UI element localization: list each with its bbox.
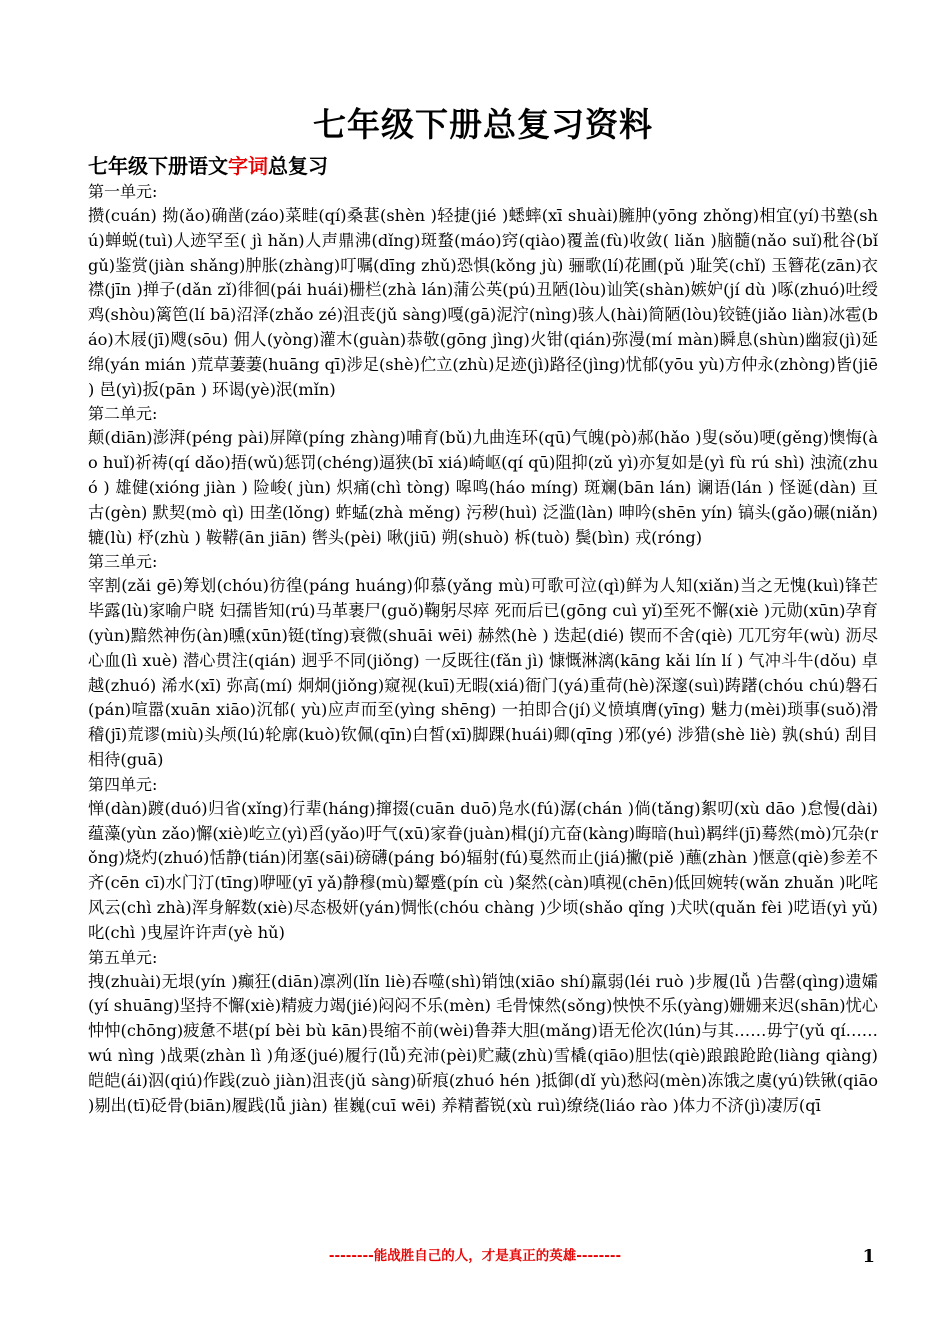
unit-vocabulary: 拽(zhuài)无垠(yín )癫狂(diān)凛冽(lǐn liè)吞噬(shì)销蚀(xiāo shí)羸弱(léi ruò )步履(lǚ )告罄(qìng)遗孀(yí shuāng)坚持不懈(xiè)精疲力竭(jié)闷闷不乐(mèn) 毛骨悚然(sǒng)怏怏不乐(yàng)姗姗来迟(shān)忧心忡忡(chōng)疲惫不堪(pí bèi bù kān)畏缩不前(wèi)鲁莽大胆(mǎng)语无伦次(lún)与其……毋宁(yǔ qí……wú nìng )战栗(zhàn lì )角逐(jué)履行(lǚ)充沛(pèi)贮藏(zhù)雪橇(qiāo)胆怯(qiè)踉踉跄跄(liàng qiàng)皑皑(ái)泅(qiú)作践(zuò jiàn)沮丧(jǔ sàng)斫痕(zhuó hén )抵御(dǐ yù)愁闷(mèn)冻饿之虞(yú)铁锹(qiāo )剔出(tī)砭骨(biān)履践(lǚ jiàn) 崔巍(cuī wēi) 养精蓄锐(xù ruì)缭绕(liáo rào )体力不济(jì)凄厉(qī (88, 971, 878, 1115)
unit-label: 第四单元: (88, 774, 158, 794)
unit-vocabulary: 攒(cuán) 拗(ǎo)确凿(záo)菜畦(qí)桑葚(shèn )轻捷(jié )蟋蟀(xī shuài)臃肿(yōng zhǒng)相宜(yí)书塾(shú)蝉蜕(tuì)人迹罕至( jì hǎn)人声鼎沸(dǐng)斑蝥(máo)窍(qiào)覆盖(fù)收敛( liǎn )脑髓(nǎo suǐ)秕谷(bǐ gǔ)鉴赏(jiàn shǎng)肿胀(zhàng)叮嘱(dīng zhǔ)恐惧(kǒng jù) 骊歌(lí)花圃(pǔ )耻笑(chǐ) 玉簪花(zān)衣襟(jīn )掸子(dǎn zǐ)徘徊(pái huái)栅栏(zhà lán)蒲公英(pú)丑陋(lòu)讪笑(shàn)嫉妒(jí dù )啄(zhuó)吐绶鸡(shòu)篱笆(lí bā)沼泽(zhǎo zé)沮丧(jǔ sàng)嘎(gā)泥泞(nìng)骇人(hài)简陋(lòu)铰链(jiǎo liàn)冰雹(báo)木屐(jī)飕(sōu) 佣人(yòng)灌木(guàn)恭敬(gōng jìng)火钳(qián)弥漫(mí màn)瞬息(shùn)幽寂(jì)延绵(yán mián )荒草萋萋(huāng qī)涉足(shè)伫立(zhù)足迹(jì)路径(jìng)忧郁(yōu yù)方仲永(zhòng)皆(jiē ) 邑(yì)扳(pān ) 环谒(yè)泯(mǐn) (88, 206, 878, 399)
page-number: 1 (862, 1246, 875, 1267)
unit-label: 第三单元: (88, 552, 158, 572)
unit-label: 第五单元: (88, 947, 158, 967)
unit-section (88, 402, 878, 550)
unit-label: 第二单元: (88, 404, 158, 424)
footer-slogan: --------能战胜自己的人，才是真正的英雄-------- (328, 1248, 622, 1264)
unit-vocabulary: 颠(diān)澎湃(péng pài)屏障(píng zhàng)哺育(bǔ)九曲连环(qū)气魄(pò)郝(hǎo )叟(sǒu)哽(gěng)懊悔(ào huǐ)祈祷(qí dǎo)捂(wǔ)惩罚(chéng)逼狭(bī xiá)崎岖(qí qū)阻抑(zǔ yì)亦复如是(yì fù rú shì) 浊流(zhuó ) 雄健(xióng jiàn ) 险峻( jùn) 炽痛(chì tòng) 嗥鸣(háo míng) 斑斓(bān lán) 谰语(lán ) 怪诞(dàn) 亘古(gèn) 默契(mò qì) 田垄(lǒng) 蚱蜢(zhà měng) 污秽(huì) 泛滥(làn) 呻吟(shēn yín) 镐头(gǎo)碾(niǎn)辘(lù) 杼(zhù ) 鞍鞯(ān jiān) 辔头(pèi) 啾(jiū) 朔(shuò) 柝(tuò) 鬓(bìn) 戎(róng) (88, 428, 878, 547)
unit-vocabulary: 宰割(zǎi gē)筹划(chóu)彷徨(páng huáng)仰慕(yǎng mù)可歌可泣(qì)鲜为人知(xiǎn)当之无愧(kuì)锋芒毕露(lù)家喻户晓 妇孺皆知(rú)马革裹尸(guǒ)鞠躬尽瘁 死而后已(gōng cuì yǐ)至死不懈(xiè )元勋(xūn)孕育(yùn)黯然神伤(àn)曛(xūn)铤(tǐng)衰微(shuāi wēi) 赫然(hè ) 迭起(dié) 锲而不舍(qiè) 兀兀穷年(wù) 沥尽心血(lì xuè) 潜心贯注(qián) 迥乎不同(jiǒng) 一反既往(fǎn jì) 慷慨淋漓(kāng kǎi lín lí ) 气冲斗牛(dǒu) 卓越(zhuó) 浠水(xī) 弥高(mí) 炯炯(jiǒng)窥视(kuī)无暇(xiá)衙门(yá)重荷(hè)深邃(suì)踌躇(chóu chú)磐石(pán)喧嚣(xuān xiāo)沉郁( yù)应声而至(yìng shēng) 一拍即合(jí)义愤填膺(yīng) 魅力(mèi)琐事(suǒ)滑稽(jī)荒谬(miù)头颅(lú)轮廓(kuò)钦佩(qīn)白皙(xī)脚踝(huái)卿(qīng )邪(yé) 涉猎(shè liè) 孰(shú) 刮目相待(guā) (88, 576, 878, 769)
section-heading-highlight: 字词 (228, 154, 268, 178)
unit-label: 第一单元: (88, 182, 158, 201)
document-page (88, 100, 878, 1118)
unit-section (88, 946, 878, 1119)
unit-section (88, 180, 878, 402)
page-title: 七年级下册总复习资料 (313, 105, 653, 144)
unit-vocabulary: 惮(dàn)踱(duó)归省(xǐng)行辈(háng)撺掇(cuān duō)凫水(fú)潺(chán )倘(tǎng)絮叨(xù dāo )怠慢(dài)蕴藻(yùn zǎo)懈(xiè)屹立(yì)舀(yǎo)吁气(xū)家眷(juàn)楫(jí)亢奋(kàng)晦暗(huì)羁绊(jī)蓦然(mò)冗杂(rǒng)烧灼(zhuó)恬静(tián)闭塞(sāi)磅礴(páng bó)辐射(fú)戛然而止(jiá)撇(piě )蘸(zhàn )惬意(qiè)参差不齐(cēn cī)水门汀(tīng)咿哑(yī yǎ)静穆(mù)颦蹙(pín cù )粲然(càn)嗔视(chēn)低回婉转(wǎn zhuǎn )叱咤风云(chì zhà)浑身解数(xiè)尽态极妍(yán)惆怅(chóu chàng )少顷(shǎo qǐng )犬吠(quǎn fèi )呓语(yì yǔ)叱(chì )曳屋许许声(yè hǔ) (88, 798, 878, 942)
unit-section (88, 550, 878, 772)
section-heading-prefix: 七年级下册语文 (88, 154, 228, 178)
section-heading-suffix: 总复习 (268, 154, 328, 178)
unit-section (88, 773, 878, 946)
section-heading (88, 152, 878, 180)
page-footer (0, 1246, 950, 1270)
